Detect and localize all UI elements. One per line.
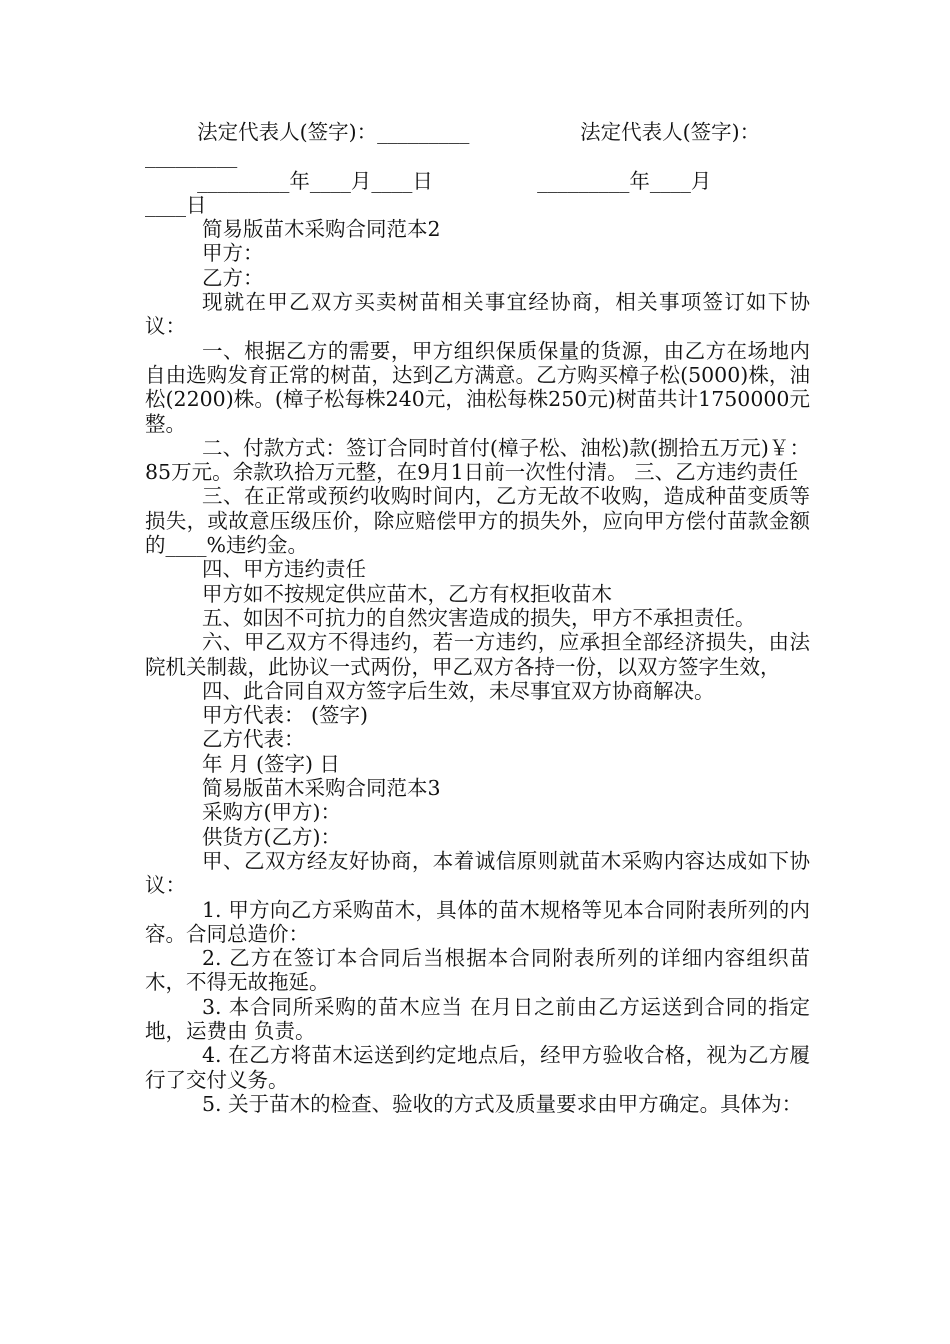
paragraph-item-1: 1. 甲方向乙方采购苗木，具体的苗木规格等见本合同附表所列的内容。合同总造价： [145,897,810,946]
party-a-line: 甲方： [202,241,264,266]
supplier-line: 供货方(乙方)： [202,824,341,849]
signature-date-line: 年 月 (签字) 日 [202,751,341,776]
paragraph-item-3: 3. 本合同所采购的苗木应当 在月日之前由乙方运送到合同的指定地，运费由 负责。 [145,994,810,1043]
party-b-representative: 乙方代表： [202,727,305,752]
paragraph-intro: 现就在甲乙双方买卖树苗相关事宜经协商，相关事项签订如下协议： [145,290,810,339]
paragraph-item-5: 5. 关于苗木的检查、验收的方式及质量要求由甲方确定。具体为： [202,1091,803,1116]
paragraph-agreement-intro: 甲、乙双方经友好协商，本着诚信原则就苗木采购内容达成如下协议： [145,848,810,898]
clause-effective-text: 四、此合同自双方签字后生效，未尽事宜双方协商解决。 [202,678,715,703]
signature-line-representatives: 法定代表人(签字)：_________ 法定代表人(签字)： [145,120,761,144]
clause-4-text: 甲方如不按规定供应苗木，乙方有权拒收苗木 [202,581,612,606]
purchaser-line: 采购方(甲方)： [202,800,341,825]
party-a-representative: 甲方代表： (签字) [202,703,369,728]
section-heading-sample-3: 简易版苗木采购合同范本3 [202,776,441,801]
paragraph-clause-3: 三、在正常或预约收购时间内，乙方无故不收购，造成种苗变质等损失，或故意压级压价，除应赔偿甲方的损失外，应向甲方偿付苗款金额的____%违约金。 [145,484,810,558]
clause-4-heading: 四、甲方违约责任 [202,557,366,582]
paragraph-clause-6: 六、甲乙双方不得违约，若一方违约，应承担全部经济损失，由法院机关制裁，此协议一式两份，甲乙双方各持一份，以双方签字生效， [145,630,810,679]
paragraph-clause-2: 二、付款方式：签订合同时首付(樟子松、油松)款(捌拾五万元)￥：85万元。余款玖拾万元整，在9月1日前一次性付清。 三、乙方违约责任 [145,435,810,485]
signature-line-continued: _________ [145,144,238,169]
date-line-continued: ____日 [145,192,207,217]
section-heading-sample-2: 简易版苗木采购合同范本2 [202,217,441,242]
clause-5-text: 五、如因不可抗力的自然灾害造成的损失，甲方不承担责任。 [202,605,756,630]
contract-text [145,120,810,1116]
date-line: _________年____月____日 _________年____月 [145,168,712,193]
party-b-line: 乙方： [202,265,264,290]
paragraph-clause-1: 一、根据乙方的需要，甲方组织保质保量的货源，由乙方在场地内自由选购发育正常的树苗，达到乙方满意。乙方购买樟子松(5000)株，油松(2200)株。(樟子松每株240元，油松每株250元)树苗共计1750000元整。 [145,338,810,436]
paragraph-item-4: 4. 在乙方将苗木运送到约定地点后，经甲方验收合格，视为乙方履行了交付义务。 [145,1043,810,1092]
paragraph-item-2: 2. 乙方在签订本合同后当根据本合同附表所列的详细内容组织苗木，不得无故拖延。 [145,946,810,995]
